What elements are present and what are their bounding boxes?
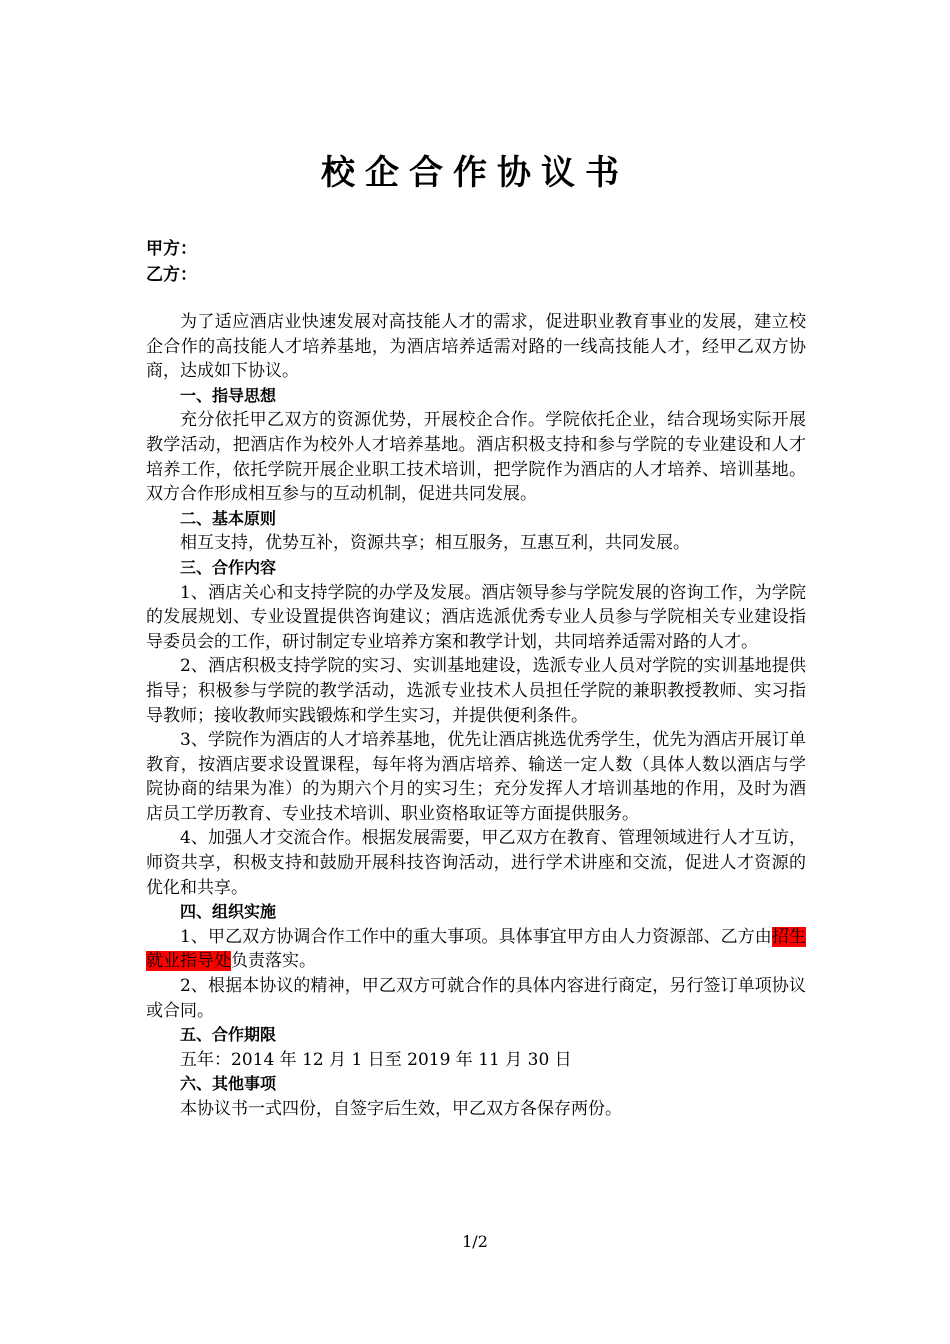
section-basic-principles-text: 相互支持，优势互补，资源共享；相互服务，互惠互利，共同发展。: [180, 533, 690, 554]
section-other-matters-text: 本协议书一式四份，自签字后生效，甲乙双方各保存两份。: [180, 1099, 622, 1119]
document-title: 校企合作协议书: [321, 153, 629, 193]
section-term-text: 五年：2014 年 12 月 1 日至 2019 年 11 月 30 日: [180, 1049, 572, 1070]
section-heading-guiding-idea: 一、指导思想: [180, 385, 277, 405]
party-a-label: 甲方：: [146, 239, 197, 259]
implementation-item-1: [146, 925, 806, 974]
section-heading-term: 五、合作期限: [180, 1025, 277, 1045]
party-b-label: 乙方：: [146, 265, 197, 285]
implementation-item-2: 2、根据本协议的精神，甲乙双方可就合作的具体内容进行商定，另行签订单项协议或合同。: [146, 976, 806, 1021]
cooperation-item-3: 3、学院作为酒店的人才培养基地，优先让酒店挑选优秀学生，优先为酒店开展订单教育，按酒店要求设置课程，每年将为酒店培养、输送一定人数（具体人数以酒店与学院协商的结果为准）的为期六个月的实习生；充分发挥人才培训基地的作用，及时为酒店员工学历教育、专业技术培训、职业资格取证等方面提供服务。: [146, 730, 806, 824]
intro-paragraph: 为了适应酒店业快速发展对高技能人才的需求，促进职业教育事业的发展，建立校企合作的高技能人才培养基地，为酒店培养适需对路的一线高技能人才，经甲乙双方协商，达成如下协议。: [146, 312, 806, 382]
implementation-item-1-before: 1、甲乙双方协调合作工作中的重大事项。具体事宜甲方由人力资源部、乙方由: [180, 926, 772, 947]
section-guiding-idea-text: 充分依托甲乙双方的资源优势，开展校企合作。学院依托企业，结合现场实际开展教学活动，把酒店作为校外人才培养基地。酒店积极支持和参与学院的专业建设和人才培养工作，依托学院开展企业职工技术培训，把学院作为酒店的人才培养、培训基地。双方合作形成相互参与的互动机制，促进共同发展。: [146, 410, 806, 505]
section-heading-implementation: 四、组织实施: [180, 902, 277, 922]
section-heading-other-matters: 六、其他事项: [180, 1074, 277, 1094]
section-heading-cooperation-content: 三、合作内容: [180, 557, 277, 577]
cooperation-item-2: 2、酒店积极支持学院的实习、实训基地建设，选派专业人员对学院的实训基地提供指导；积极参与学院的教学活动，选派专业技术人员担任学院的兼职教授教师、实习指导教师；接收教师实践锻炼和学生实习，并提供便利条件。: [146, 656, 806, 726]
section-heading-basic-principles: 二、基本原则: [180, 508, 277, 528]
page-number: 1/2: [462, 1232, 488, 1251]
implementation-item-1-after: 负责落实。: [231, 951, 316, 972]
cooperation-item-1: 1、酒店关心和支持学院的办学及发展。酒店领导参与学院发展的咨询工作，为学院的发展规划、专业设置提供咨询建议；酒店选派优秀专业人员参与学院相关专业建设指导委员会的工作，研讨制定专业培养方案和教学计划，共同培养适需对路的人才。: [146, 582, 806, 652]
highlighted-department: 招生就业指导处: [146, 926, 806, 972]
document-body: [146, 310, 806, 1122]
cooperation-item-4: 4、加强人才交流合作。根据发展需要，甲乙双方在教育、管理领域进行人才互访，师资共享，积极支持和鼓励开展科技咨询活动，进行学术讲座和交流，促进人才资源的优化和共享。: [146, 828, 806, 898]
